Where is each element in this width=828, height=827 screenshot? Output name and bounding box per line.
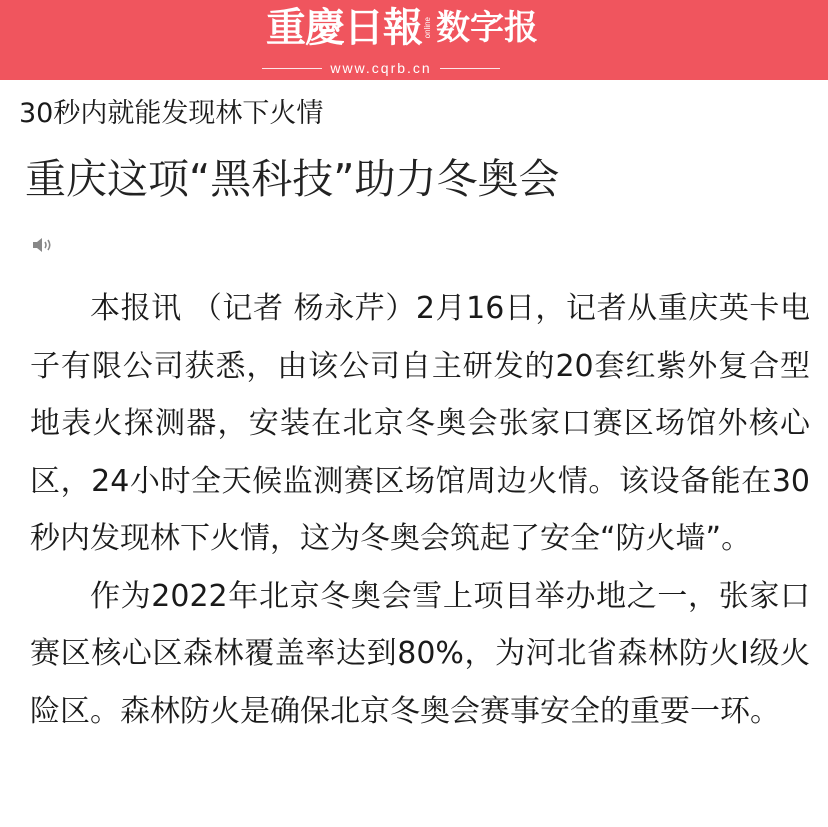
url-rule-left [262,68,322,69]
article-paragraph: 作为2022年北京冬奥会雪上项目举办地之一，张家口赛区核心区森林覆盖率达到80%，为河北省森林防火I级火险区。森林防火是确保北京冬奥会赛事安全的重要一环。 [30,578,810,729]
article-title: 重庆这项“黑科技”助力冬奥会 [25,155,560,203]
masthead-digital-label: 数字报 [436,8,538,48]
newspaper-logo[interactable] [266,4,538,52]
masthead-name: 重慶日報 [266,4,422,51]
site-url-text: www.cqrb.cn [330,60,432,76]
article-paragraph: 本报讯 （记者 杨永芹）2月16日，记者从重庆英卡电子有限公司获悉，由该公司自主研发的20套红紫外复合型地表火探测器，安装在北京冬奥会张家口赛区场馆外核心区，24小时全天候监测赛区场馆周边火情。该设备能在30秒内发现林下火情，这为冬奥会筑起了安全“防火墙”。 [30,291,810,556]
masthead-online-tag: online [423,17,432,39]
masthead-banner [0,0,828,80]
article-subtitle: 30秒内就能发现林下火情 [19,98,324,129]
article-body [30,280,810,740]
speaker-icon[interactable] [31,235,55,255]
url-rule-right [440,68,500,69]
site-url [262,60,500,76]
